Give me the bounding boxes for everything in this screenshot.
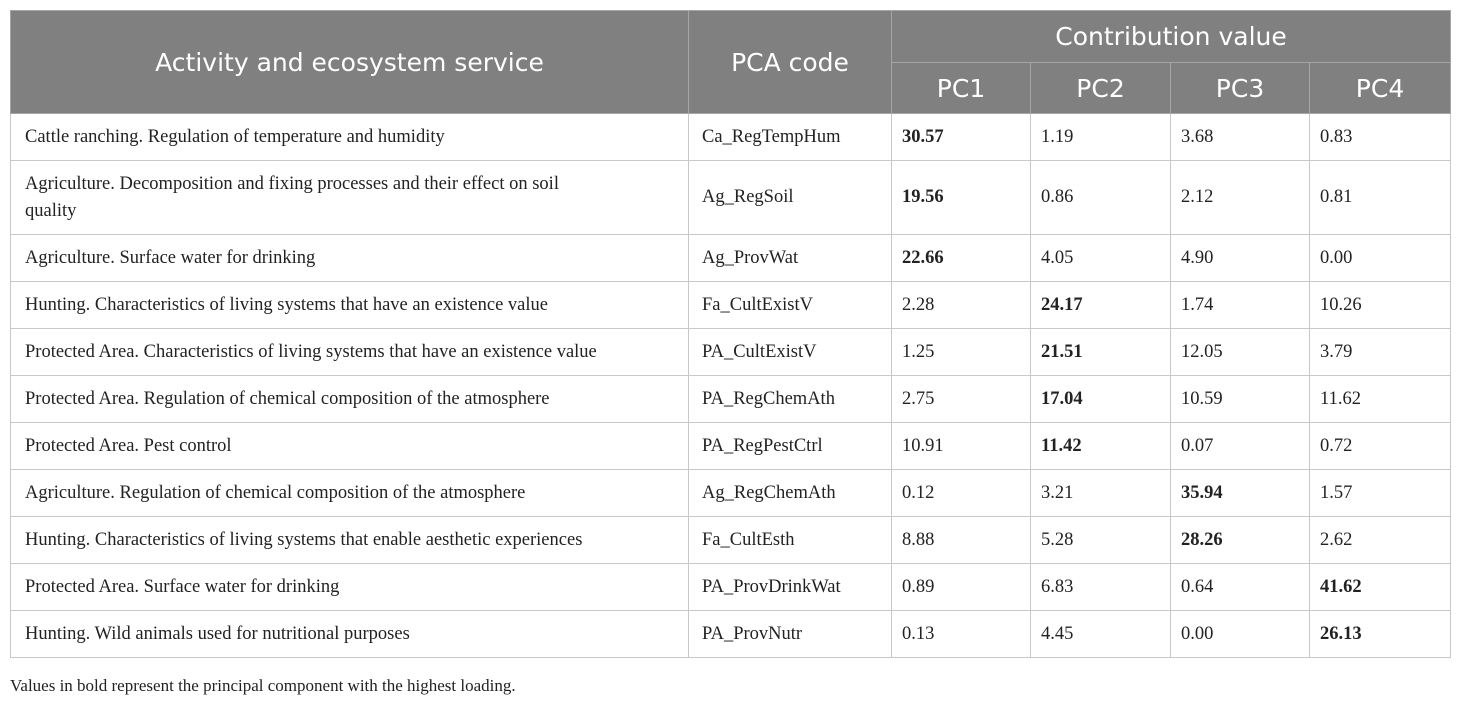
table-row [11,423,1451,470]
pc3-value-cell: 35.94 [1171,470,1310,517]
table-row [11,376,1451,423]
pc1-value-cell: 1.25 [892,329,1031,376]
header-contribution-value: Contribution value [892,11,1451,63]
pc2-value-cell: 24.17 [1031,282,1171,329]
pc1-value-cell: 2.75 [892,376,1031,423]
pc2-value-cell: 1.19 [1031,114,1171,161]
table-row [11,564,1451,611]
pc1-value-cell: 2.28 [892,282,1031,329]
pc2-value-cell: 17.04 [1031,376,1171,423]
pc1-value-cell: 19.56 [892,161,1031,235]
pc4-value-cell: 10.26 [1310,282,1451,329]
pc2-value-cell: 4.45 [1031,611,1171,658]
pca-contribution-table [10,10,1451,658]
pca-code-cell: PA_CultExistV [689,329,892,376]
pca-code-cell: Ag_RegChemAth [689,470,892,517]
pc4-value-cell: 0.81 [1310,161,1451,235]
pca-code-cell: Ag_ProvWat [689,235,892,282]
pc3-value-cell: 2.12 [1171,161,1310,235]
activity-cell: Protected Area. Regulation of chemical composition of the atmosphere [11,376,689,423]
table-footnote: Values in bold represent the principal component with the highest loading. [10,676,516,695]
pc3-value-cell: 12.05 [1171,329,1310,376]
pc4-value-cell: 41.62 [1310,564,1451,611]
pc2-value-cell: 0.86 [1031,161,1171,235]
pc4-value-cell: 0.83 [1310,114,1451,161]
table-row [11,161,1451,235]
activity-cell: Hunting. Wild animals used for nutritional purposes [11,611,689,658]
table-row [11,470,1451,517]
table-row [11,517,1451,564]
pc3-value-cell: 3.68 [1171,114,1310,161]
pca-code-cell: PA_RegPestCtrl [689,423,892,470]
pca-code-cell: Ag_RegSoil [689,161,892,235]
activity-cell: Agriculture. Regulation of chemical composition of the atmosphere [11,470,689,517]
pc1-value-cell: 8.88 [892,517,1031,564]
table-row [11,114,1451,161]
activity-cell: Protected Area. Surface water for drinking [11,564,689,611]
activity-cell: Agriculture. Decomposition and fixing processes and their effect on soil quality [11,161,689,235]
table-header [11,11,1451,114]
header-pc4: PC4 [1310,63,1451,114]
pc2-value-cell: 5.28 [1031,517,1171,564]
pc4-value-cell: 26.13 [1310,611,1451,658]
pc2-value-cell: 21.51 [1031,329,1171,376]
activity-cell: Hunting. Characteristics of living systems that have an existence value [11,282,689,329]
pca-code-cell: PA_RegChemAth [689,376,892,423]
pc2-value-cell: 3.21 [1031,470,1171,517]
pc3-value-cell: 0.07 [1171,423,1310,470]
table-row [11,611,1451,658]
table-body [11,114,1451,658]
pc1-value-cell: 0.12 [892,470,1031,517]
pc2-value-cell: 4.05 [1031,235,1171,282]
header-pc2: PC2 [1031,63,1171,114]
pc3-value-cell: 1.74 [1171,282,1310,329]
header-pc1: PC1 [892,63,1031,114]
pc4-value-cell: 0.00 [1310,235,1451,282]
pc4-value-cell: 2.62 [1310,517,1451,564]
activity-cell: Hunting. Characteristics of living systems that enable aesthetic experiences [11,517,689,564]
activity-cell: Protected Area. Pest control [11,423,689,470]
pc3-value-cell: 28.26 [1171,517,1310,564]
pca-code-cell: Ca_RegTempHum [689,114,892,161]
pc1-value-cell: 10.91 [892,423,1031,470]
pc3-value-cell: 0.64 [1171,564,1310,611]
pc3-value-cell: 0.00 [1171,611,1310,658]
pc1-value-cell: 0.89 [892,564,1031,611]
pc4-value-cell: 3.79 [1310,329,1451,376]
pca-code-cell: Fa_CultEsth [689,517,892,564]
pc3-value-cell: 10.59 [1171,376,1310,423]
pc1-value-cell: 22.66 [892,235,1031,282]
header-pca-code: PCA code [689,11,892,114]
pca-code-cell: PA_ProvDrinkWat [689,564,892,611]
activity-cell: Cattle ranching. Regulation of temperature and humidity [11,114,689,161]
pc4-value-cell: 0.72 [1310,423,1451,470]
table-row [11,282,1451,329]
pc3-value-cell: 4.90 [1171,235,1310,282]
header-pc3: PC3 [1171,63,1310,114]
activity-cell: Protected Area. Characteristics of living systems that have an existence value [11,329,689,376]
pc1-value-cell: 0.13 [892,611,1031,658]
table-row [11,329,1451,376]
table-row [11,235,1451,282]
pc4-value-cell: 11.62 [1310,376,1451,423]
pc4-value-cell: 1.57 [1310,470,1451,517]
header-activity: Activity and ecosystem service [11,11,689,114]
pca-code-cell: Fa_CultExistV [689,282,892,329]
pca-code-cell: PA_ProvNutr [689,611,892,658]
pc2-value-cell: 11.42 [1031,423,1171,470]
pc1-value-cell: 30.57 [892,114,1031,161]
activity-cell: Agriculture. Surface water for drinking [11,235,689,282]
pc2-value-cell: 6.83 [1031,564,1171,611]
